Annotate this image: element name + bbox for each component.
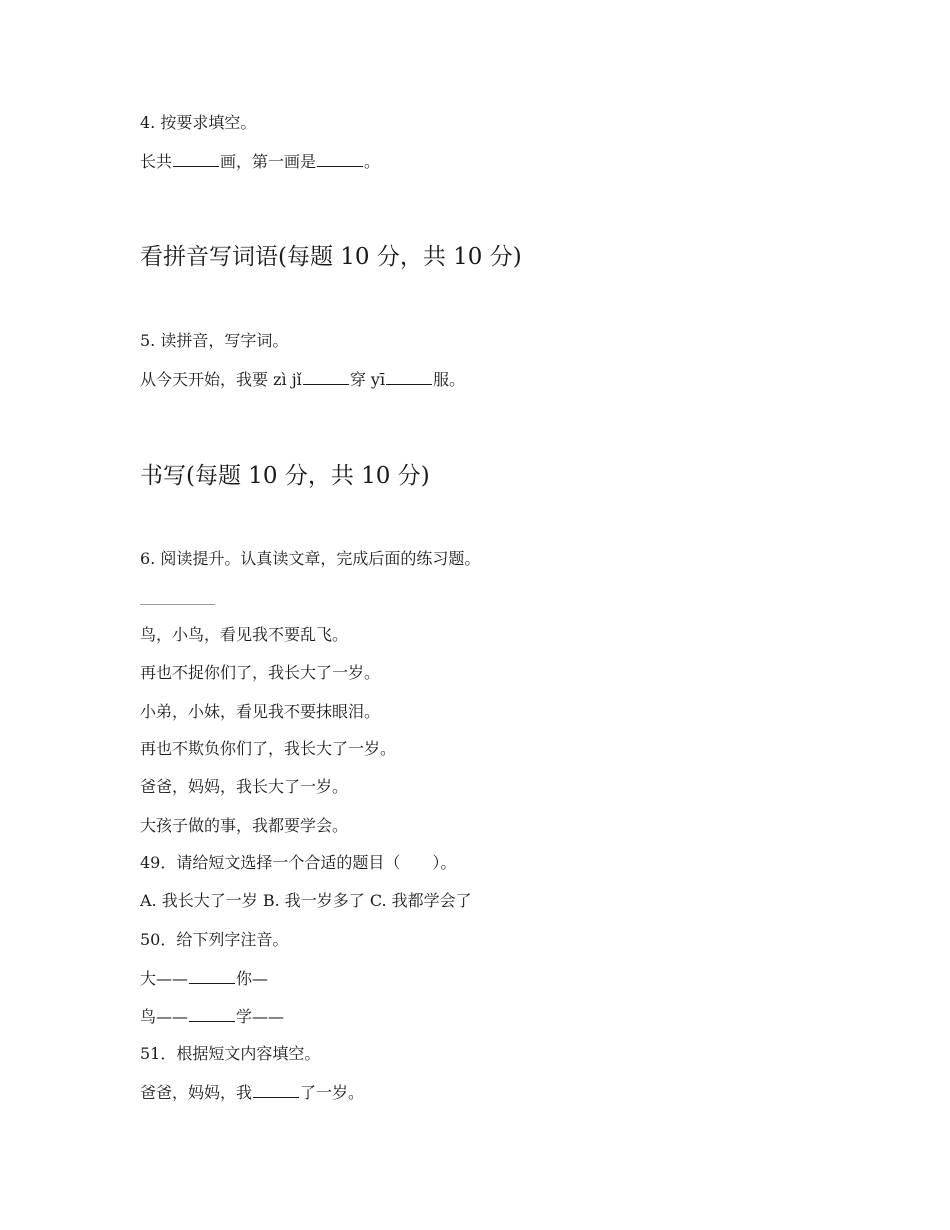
q51-text-a: 爸爸，妈妈，我	[140, 1083, 253, 1102]
section-heading-writing: 书写(每题 10 分，共 10 分)	[140, 463, 430, 489]
q5-text-c: 服。	[433, 370, 466, 389]
q5-text-a: 从今天开始，我要 zì jǐ	[140, 370, 302, 389]
q50-title: 50．给下列字注音。	[140, 930, 289, 949]
q5-title: 5. 读拼音，写字词。	[140, 331, 289, 350]
poem-line: 大孩子做的事，我都要学会。	[140, 816, 349, 835]
q5-blank-2[interactable]	[386, 368, 432, 385]
q4-text-b: 画，第一画是	[220, 152, 317, 171]
q4-text-a: 长共	[140, 152, 173, 171]
section-heading-pinyin: 看拼音写词语(每题 10 分，共 10 分)	[140, 244, 522, 270]
q51-fill-line	[140, 1081, 364, 1104]
q50-row-2	[140, 1005, 284, 1028]
q5-fill-line	[140, 368, 465, 391]
poem-line: 小弟，小妹，看见我不要抹眼泪。	[140, 702, 381, 721]
q4-fill-line	[140, 150, 380, 173]
q51-title: 51．根据短文内容填空。	[140, 1044, 321, 1063]
q4-title: 4. 按要求填空。	[140, 113, 257, 132]
q51-text-b: 了一岁。	[300, 1083, 365, 1102]
q50-row2-text-b: 学——	[236, 1007, 285, 1026]
q50-row1-text-b: 你—	[236, 969, 269, 988]
poem-line: 鸟，小鸟，看见我不要乱飞。	[140, 625, 349, 644]
q50-row1-text-a: 大——	[140, 969, 189, 988]
q6-title: 6. 阅读提升。认真读文章，完成后面的练习题。	[140, 549, 481, 568]
q50-blank-1[interactable]	[189, 967, 235, 984]
q49-title: 49．请给短文选择一个合适的题目（ ）。	[140, 853, 457, 872]
q50-blank-2[interactable]	[189, 1005, 235, 1022]
q50-row-1	[140, 967, 268, 990]
poem-line: 再也不欺负你们了，我长大了一岁。	[140, 739, 397, 758]
poem-line: 再也不捉你们了，我长大了一岁。	[140, 663, 381, 682]
q5-text-b: 穿 yī	[349, 370, 386, 389]
q51-blank-1[interactable]	[253, 1081, 299, 1098]
q4-blank-2[interactable]	[317, 150, 363, 167]
poem-line: 爸爸，妈妈，我长大了一岁。	[140, 777, 349, 796]
q49-options: A. 我长大了一岁 B. 我一岁多了 C. 我都学会了	[140, 891, 472, 910]
q4-blank-1[interactable]	[173, 150, 219, 167]
q5-blank-1[interactable]	[303, 368, 349, 385]
q4-text-c: 。	[364, 152, 381, 171]
divider-rule	[140, 604, 215, 605]
q50-row2-text-a: 鸟——	[140, 1007, 189, 1026]
